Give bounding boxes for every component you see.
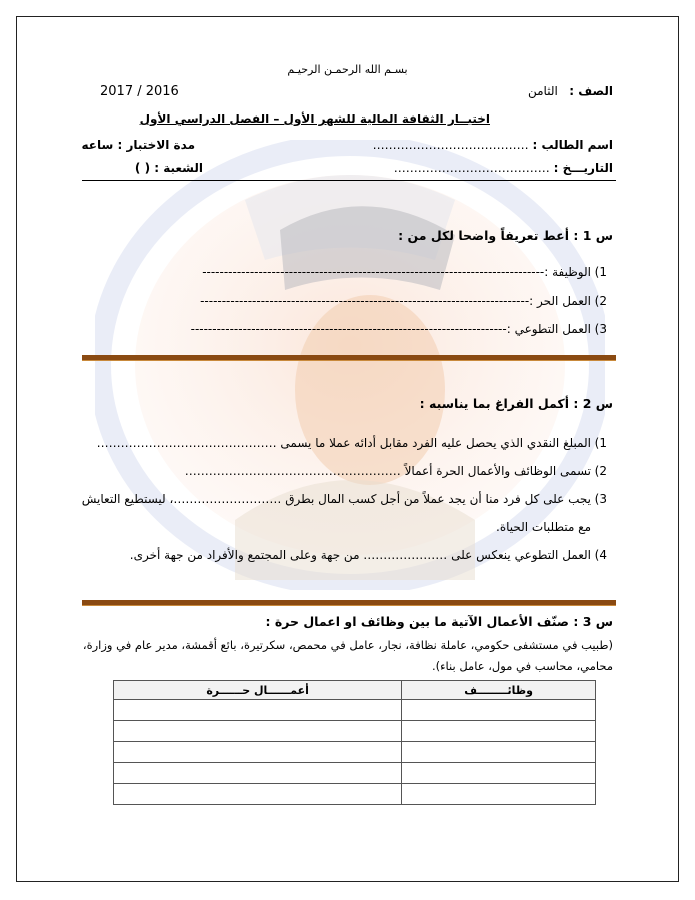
table-cell[interactable] [402, 700, 596, 721]
table-cell[interactable] [402, 721, 596, 742]
column-header-jobs: وظائــــــــف [402, 681, 596, 700]
school-year: 2017 / 2016 [100, 84, 179, 99]
table-cell[interactable] [114, 742, 402, 763]
table-cell[interactable] [402, 742, 596, 763]
item-number: 2) [594, 294, 607, 308]
item-number: 4) [594, 548, 607, 562]
table-cell[interactable] [114, 763, 402, 784]
section-field[interactable]: الشعبة : ( ) [134, 161, 203, 175]
q3-list-line-2: محامي، محاسب في مول، عامل بناء). [431, 659, 613, 673]
grade-line [528, 84, 613, 98]
q2-item-1[interactable] [97, 436, 607, 450]
item-text: مع متطلبات الحياة. [496, 520, 591, 534]
q2-item-4[interactable] [130, 548, 607, 562]
table-cell[interactable] [402, 763, 596, 784]
q1-item-1[interactable] [202, 265, 607, 279]
table-cell[interactable] [114, 784, 402, 805]
student-name-line [373, 138, 613, 152]
student-name-label: اسم الطالب : [532, 138, 613, 152]
grade-label: الصف : [569, 84, 613, 98]
q2-heading: س 2 : أكمل الفراغ بما يناسبه : [419, 396, 613, 411]
item-number: 3) [594, 322, 607, 336]
header-divider [82, 180, 616, 181]
q1-heading: س 1 : أعط تعريفاً واضحا لكل من : [398, 228, 613, 243]
grade-value: الثامن [527, 84, 558, 98]
table-row [114, 721, 596, 742]
basmala: بسـم الله الرحمـن الرحيـم [287, 63, 408, 76]
q2-item-3[interactable] [82, 492, 607, 506]
table-cell[interactable] [114, 721, 402, 742]
item-number: 1) [594, 265, 607, 279]
item-number: 3) [594, 492, 607, 506]
table-row [114, 763, 596, 784]
item-text: يجب على كل فرد منا أن يجد عملاً من أجل كسب المال بطرق ………………………، ليستطيع التعايش [81, 492, 591, 506]
item-text: العمل الحر :---------------------------------------------------------------------------- [200, 294, 591, 308]
q3-list-line-1: (طبيب في مستشفى حكومي، عاملة نظافة، نجار، عامل في محمص، سكرتيرة، بائع أقمشة، مدير عام في وزارة، [82, 638, 613, 652]
q3-heading: س 3 : صنّف الأعمال الآتية ما بين وظائف او اعمال حرة : [265, 614, 613, 629]
date-line [394, 161, 613, 175]
q2-item-3-continued [496, 520, 607, 534]
item-number: 2) [594, 464, 607, 478]
section-separator [82, 355, 616, 360]
student-name-field[interactable]: ………………………………… [372, 138, 529, 152]
table-cell[interactable] [114, 700, 402, 721]
date-field[interactable]: ………………………………… [393, 161, 550, 175]
column-header-freelance: أعمــــــال حــــــرة [114, 681, 402, 700]
q1-item-2[interactable] [200, 294, 607, 308]
q1-item-3[interactable] [191, 322, 607, 336]
table-row [114, 784, 596, 805]
table-row [114, 700, 596, 721]
exam-title: اختبــار الثقافة المالية للشهر الأول – الفصل الدراسي الأول [139, 112, 490, 126]
date-label: التاريـــخ : [553, 161, 613, 175]
classification-table [113, 680, 596, 805]
item-text: العمل التطوعي :------------------------------------------------------------------------- [190, 322, 591, 336]
table-header-row [114, 681, 596, 700]
item-number: 1) [594, 436, 607, 450]
item-text: المبلغ النقدي الذي يحصل عليه الفرد مقابل أدائه عملا ما يسمى ……………………………………… [96, 436, 591, 450]
table-row [114, 742, 596, 763]
item-text: الوظيفة :------------------------------------------------------------------------------- [202, 265, 591, 279]
table-cell[interactable] [402, 784, 596, 805]
item-text: العمل التطوعي ينعكس على ………………… من جهة وعلى المجتمع والأفراد من جهة أخرى. [129, 548, 591, 562]
item-text: تسمى الوظائف والأعمال الحرة أعمالاً ……………………………………………… [184, 464, 591, 478]
exam-duration: مدة الاختبار : ساعه [81, 138, 195, 152]
section-separator [82, 600, 616, 605]
q2-item-2[interactable] [185, 464, 607, 478]
